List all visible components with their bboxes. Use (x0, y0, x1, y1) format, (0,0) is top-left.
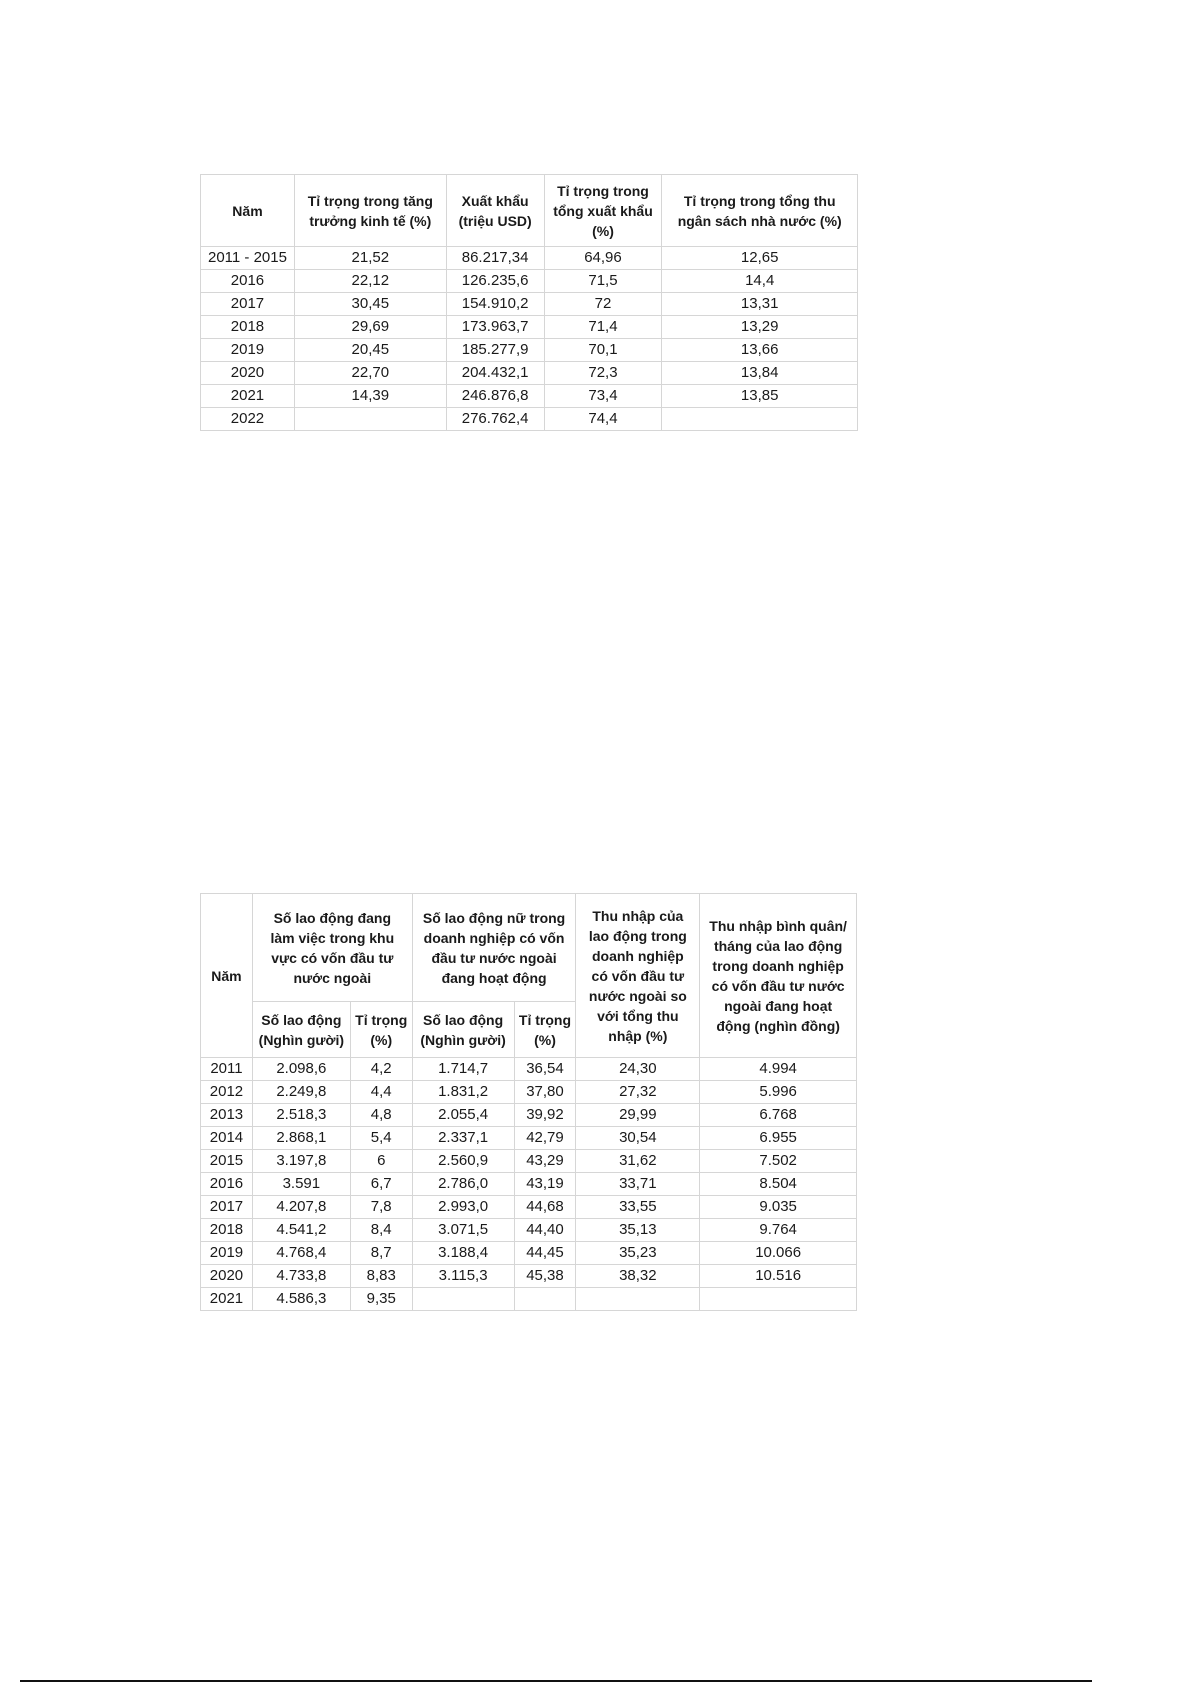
table-row (201, 1242, 857, 1265)
table-cell: 8.504 (700, 1173, 857, 1196)
table-cell: 71,5 (544, 270, 662, 293)
row-year-cell: 2011 - 2015 (201, 247, 295, 270)
table-cell: 173.963,7 (446, 316, 544, 339)
row-year-cell: 2014 (201, 1127, 253, 1150)
table-cell: 246.876,8 (446, 385, 544, 408)
table-cell: 44,40 (514, 1219, 576, 1242)
table-cell: 42,79 (514, 1127, 576, 1150)
table-cell: 24,30 (576, 1058, 700, 1081)
table-cell: 4.207,8 (252, 1196, 350, 1219)
table2-header-avg-income: Thu nhập bình quân/ tháng của lao động trong doanh nghiệp có vốn đầu tư nước ngoài đang hoạt động (nghìn đồng) (700, 894, 857, 1058)
table-row (201, 339, 858, 362)
table1-header-export-share: Tỉ trọng trong tổng xuất khẩu (%) (544, 175, 662, 247)
table-cell: 20,45 (294, 339, 446, 362)
table-cell: 276.762,4 (446, 408, 544, 431)
table-cell: 72 (544, 293, 662, 316)
table-cell: 3.071,5 (412, 1219, 514, 1242)
table-row (201, 1058, 857, 1081)
table-cell: 29,69 (294, 316, 446, 339)
table-cell (662, 408, 858, 431)
table-cell: 2.868,1 (252, 1127, 350, 1150)
table-cell: 3.197,8 (252, 1150, 350, 1173)
table-cell: 6 (350, 1150, 412, 1173)
table-cell: 6.768 (700, 1104, 857, 1127)
table-cell: 2.055,4 (412, 1104, 514, 1127)
table-cell: 2.786,0 (412, 1173, 514, 1196)
table1-header-growth-share: Tỉ trọng trong tăng trưởng kinh tế (%) (294, 175, 446, 247)
table-cell: 31,62 (576, 1150, 700, 1173)
table2-header-income-share: Thu nhập của lao động trong doanh nghiệp có vốn đầu tư nước ngoài so với tổng thu nhập (%) (576, 894, 700, 1058)
table-cell: 13,84 (662, 362, 858, 385)
table2-header-year: Năm (201, 894, 253, 1058)
fdi-economic-contribution-table (200, 174, 858, 431)
table-cell: 3.115,3 (412, 1265, 514, 1288)
table1-header-year: Năm (201, 175, 295, 247)
table-cell: 5,4 (350, 1127, 412, 1150)
row-year-cell: 2017 (201, 1196, 253, 1219)
table-row (201, 1288, 857, 1311)
table-cell: 4,8 (350, 1104, 412, 1127)
table-cell: 4.586,3 (252, 1288, 350, 1311)
table-cell: 72,3 (544, 362, 662, 385)
table-cell: 3.591 (252, 1173, 350, 1196)
row-year-cell: 2021 (201, 1288, 253, 1311)
table-row (201, 408, 858, 431)
table2-header-female-workers-group: Số lao động nữ trong doanh nghiệp có vốn đầu tư nước ngoài đang hoạt động (412, 894, 576, 1002)
table-cell (514, 1288, 576, 1311)
table-cell: 13,29 (662, 316, 858, 339)
table-cell: 22,12 (294, 270, 446, 293)
table-cell: 4.541,2 (252, 1219, 350, 1242)
table-row (201, 316, 858, 339)
table-cell: 2.993,0 (412, 1196, 514, 1219)
table-cell: 45,38 (514, 1265, 576, 1288)
table-cell: 204.432,1 (446, 362, 544, 385)
table-row (201, 270, 858, 293)
table-row (201, 1173, 857, 1196)
table-cell: 4.994 (700, 1058, 857, 1081)
table2-header-row-1 (201, 894, 857, 1002)
table-cell: 13,85 (662, 385, 858, 408)
table-cell: 44,68 (514, 1196, 576, 1219)
table-cell: 3.188,4 (412, 1242, 514, 1265)
table-cell: 30,54 (576, 1127, 700, 1150)
table-cell: 33,71 (576, 1173, 700, 1196)
table2-subheader-female-workers: Số lao động (Nghìn gười) (412, 1002, 514, 1058)
table-cell: 37,80 (514, 1081, 576, 1104)
table1-header-export: Xuất khẩu (triệu USD) (446, 175, 544, 247)
table-cell: 14,39 (294, 385, 446, 408)
row-year-cell: 2017 (201, 293, 295, 316)
table-cell: 33,55 (576, 1196, 700, 1219)
table-cell: 9,35 (350, 1288, 412, 1311)
table-cell: 2.518,3 (252, 1104, 350, 1127)
table2-subheader-workers-share: Tỉ trọng (%) (350, 1002, 412, 1058)
row-year-cell: 2015 (201, 1150, 253, 1173)
table-cell: 7,8 (350, 1196, 412, 1219)
table-cell (412, 1288, 514, 1311)
table-cell: 13,66 (662, 339, 858, 362)
table-cell: 44,45 (514, 1242, 576, 1265)
table-cell: 6,7 (350, 1173, 412, 1196)
table2-header-workers-group: Số lao động đang làm việc trong khu vực có vốn đầu tư nước ngoài (252, 894, 412, 1002)
table-row (201, 1127, 857, 1150)
row-year-cell: 2012 (201, 1081, 253, 1104)
table-cell: 27,32 (576, 1081, 700, 1104)
table1-body (201, 247, 858, 431)
table-row (201, 385, 858, 408)
table-cell: 154.910,2 (446, 293, 544, 316)
table-cell: 13,31 (662, 293, 858, 316)
table-cell: 35,23 (576, 1242, 700, 1265)
table-cell: 43,29 (514, 1150, 576, 1173)
table-cell: 8,83 (350, 1265, 412, 1288)
table-cell: 9.035 (700, 1196, 857, 1219)
table-row (201, 1196, 857, 1219)
table-row (201, 1265, 857, 1288)
table-cell: 1.831,2 (412, 1081, 514, 1104)
row-year-cell: 2019 (201, 339, 295, 362)
row-year-cell: 2018 (201, 316, 295, 339)
table-cell: 12,65 (662, 247, 858, 270)
row-year-cell: 2016 (201, 270, 295, 293)
table-cell: 4,4 (350, 1081, 412, 1104)
table-cell: 4.768,4 (252, 1242, 350, 1265)
row-year-cell: 2016 (201, 1173, 253, 1196)
table-cell (576, 1288, 700, 1311)
table-cell: 64,96 (544, 247, 662, 270)
table-row (201, 362, 858, 385)
table-cell: 7.502 (700, 1150, 857, 1173)
fdi-labour-table (200, 893, 857, 1311)
table-row (201, 1081, 857, 1104)
table2-subheader-female-share: Tỉ trọng (%) (514, 1002, 576, 1058)
table-cell: 2.560,9 (412, 1150, 514, 1173)
table-cell: 4.733,8 (252, 1265, 350, 1288)
table-cell: 1.714,7 (412, 1058, 514, 1081)
table-cell: 2.249,8 (252, 1081, 350, 1104)
table-cell: 74,4 (544, 408, 662, 431)
table-cell: 4,2 (350, 1058, 412, 1081)
table-cell: 8,7 (350, 1242, 412, 1265)
row-year-cell: 2019 (201, 1242, 253, 1265)
table-cell: 73,4 (544, 385, 662, 408)
table-cell: 22,70 (294, 362, 446, 385)
page-bottom-rule (20, 1680, 1092, 1682)
table1-header-budget-share: Tỉ trọng trong tổng thu ngân sách nhà nước (%) (662, 175, 858, 247)
table-cell: 185.277,9 (446, 339, 544, 362)
table1-header-row (201, 175, 858, 247)
row-year-cell: 2021 (201, 385, 295, 408)
row-year-cell: 2020 (201, 1265, 253, 1288)
table-cell: 35,13 (576, 1219, 700, 1242)
table-row (201, 1104, 857, 1127)
table2-body (201, 1058, 857, 1311)
table2-subheader-workers: Số lao động (Nghìn gười) (252, 1002, 350, 1058)
row-year-cell: 2022 (201, 408, 295, 431)
table-cell: 2.337,1 (412, 1127, 514, 1150)
table-cell (700, 1288, 857, 1311)
row-year-cell: 2011 (201, 1058, 253, 1081)
table-cell: 9.764 (700, 1219, 857, 1242)
table-cell: 8,4 (350, 1219, 412, 1242)
table-cell: 2.098,6 (252, 1058, 350, 1081)
table-cell (294, 408, 446, 431)
table-cell: 39,92 (514, 1104, 576, 1127)
table-cell: 14,4 (662, 270, 858, 293)
row-year-cell: 2020 (201, 362, 295, 385)
table-cell: 10.516 (700, 1265, 857, 1288)
table-cell: 86.217,34 (446, 247, 544, 270)
table-cell: 21,52 (294, 247, 446, 270)
table-row (201, 293, 858, 316)
table-row (201, 247, 858, 270)
table-cell: 30,45 (294, 293, 446, 316)
table-row (201, 1219, 857, 1242)
table-cell: 5.996 (700, 1081, 857, 1104)
table-cell: 6.955 (700, 1127, 857, 1150)
row-year-cell: 2018 (201, 1219, 253, 1242)
table-cell: 10.066 (700, 1242, 857, 1265)
table-cell: 71,4 (544, 316, 662, 339)
table-cell: 36,54 (514, 1058, 576, 1081)
table-cell: 38,32 (576, 1265, 700, 1288)
table-row (201, 1150, 857, 1173)
table-cell: 70,1 (544, 339, 662, 362)
table-cell: 43,19 (514, 1173, 576, 1196)
table-cell: 126.235,6 (446, 270, 544, 293)
table-cell: 29,99 (576, 1104, 700, 1127)
row-year-cell: 2013 (201, 1104, 253, 1127)
